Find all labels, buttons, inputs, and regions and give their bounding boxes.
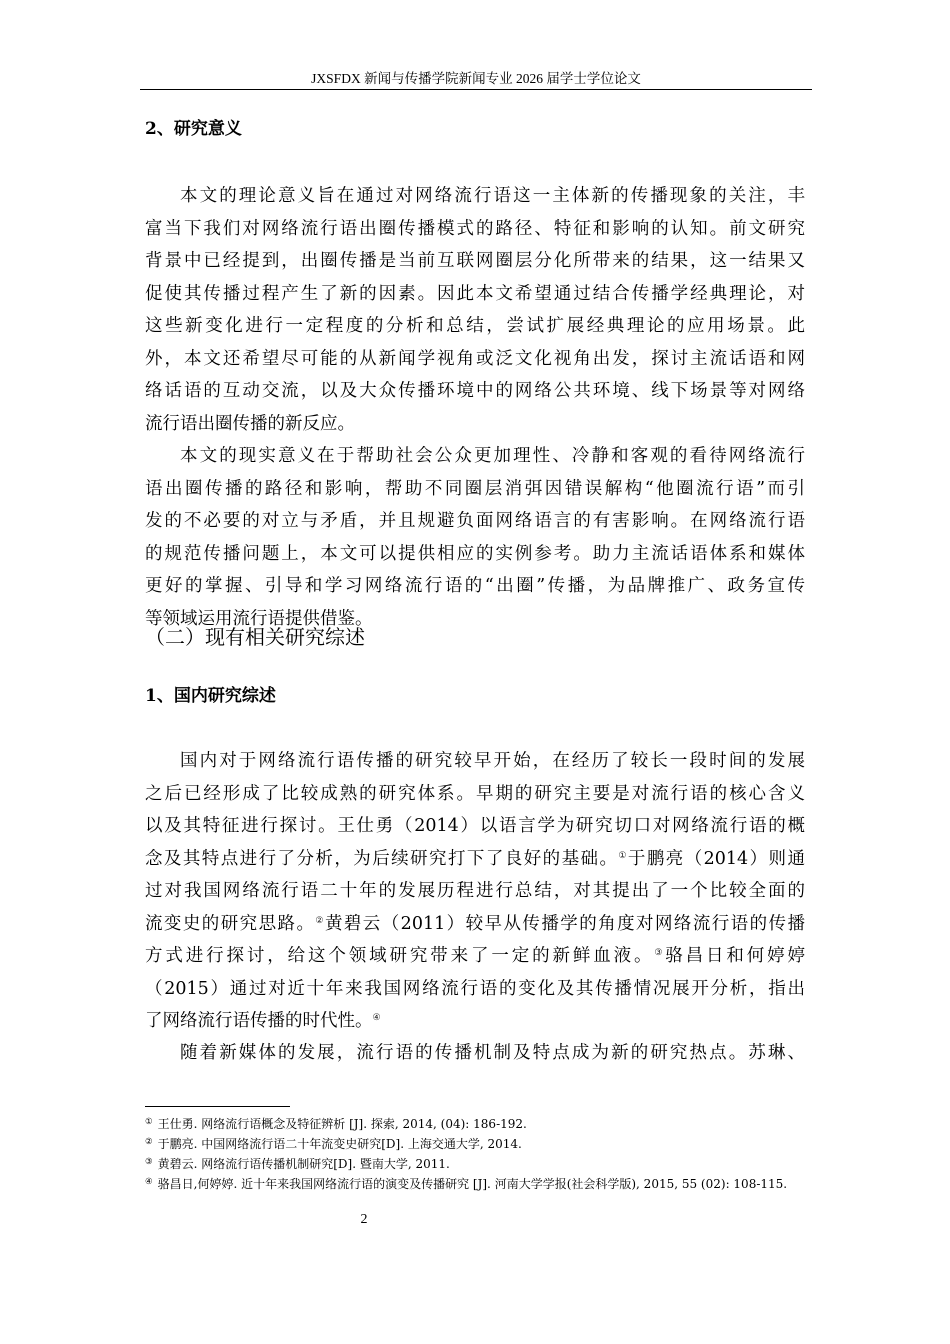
line-text: 流变史的研究思路。 [145, 913, 316, 934]
paragraph-theoretical-significance [145, 180, 805, 440]
line-text: 骆昌日和何婷婷 [665, 946, 806, 966]
paragraph-line: 随着新媒体的发展，流行语的传播机制及特点成为新的研究热点。苏琳、 [180, 1043, 805, 1063]
section-heading-significance: 2、研究意义 [145, 119, 242, 139]
paragraph-line: 外，本文还希望尽可能的从新闻学视角或泛文化视角出发，探讨主流话语和网 [145, 348, 805, 369]
line-text: （2015）通过对近十年来我国网络流行语的变化及其传播情况展开分析，指出 [145, 978, 805, 999]
line-text: 国内对于网络流行语传播的研究较早开始，在经历了较长一段时间的发展 [180, 751, 805, 771]
line-text: 黄碧云（2011）较早从传播学的角度对网络流行语的传播 [324, 913, 805, 934]
section-heading-review: （二）现有相关研究综述 [145, 625, 365, 649]
paragraph-line: 这些新变化进行一定程度的分析和总结，尝试扩展经典理论的应用场景。此 [145, 316, 805, 336]
paragraph-line: 更好的掌握、引导和学习网络流行语的“出圈”传播，为品牌推广、政务宣传 [145, 576, 805, 596]
footnote-mark: ④ [145, 1177, 153, 1187]
footnote-mark: ② [145, 1137, 153, 1147]
line-text: 于鹏亮（2014）则通 [627, 848, 805, 869]
paragraph-practical-significance [145, 440, 805, 635]
line-text: 方式进行探讨，给这个领域研究带来了一定的新鲜血液。 [145, 946, 655, 966]
footnote-mark: ① [145, 1117, 153, 1127]
footnote-text: 黄碧云. 网络流行语传播机制研究[D]. 暨南大学, 2011. [157, 1157, 450, 1171]
footnote-reference[interactable]: ③ [654, 948, 666, 958]
paragraph-line [145, 1005, 805, 1038]
line-text: 之后已经形成了比较成熟的研究体系。早期的研究主要是对流行语的核心含义 [145, 783, 805, 804]
paragraph-line: 本文的现实意义在于帮助社会公众更加理性、冷静和客观的看待网络流行 [180, 446, 805, 466]
paragraph-line [145, 908, 805, 941]
paragraph-line: 富当下我们对网络流行语出圈传播模式的路径、特征和影响的认知。前文研究 [145, 218, 805, 239]
running-header: JXSFDX 新闻与传播学院新闻专业 2026 届学士学位论文 [311, 71, 641, 86]
footnote-item [145, 1113, 810, 1133]
footnote-item [145, 1153, 810, 1173]
line-text: 过对我国网络流行语二十年的发展历程进行总结，对其提出了一个比较全面的 [145, 881, 805, 901]
subsection-heading-domestic: 1、国内研究综述 [145, 686, 276, 706]
footnote-reference[interactable]: ④ [372, 1013, 381, 1023]
paragraph-line: 促使其传播过程产生了新的因素。因此本文希望通过结合传播学经典理论，对 [145, 283, 805, 304]
paragraph-line: 发的不必要的对立与矛盾，并且规避负面网络语言的有害影响。在网络流行语 [145, 511, 805, 531]
line-text: 以及其特征进行探讨。王仕勇（2014）以语言学为研究切口对网络流行语的概 [145, 816, 805, 836]
paragraph-line [145, 778, 805, 811]
footnote-item [145, 1133, 810, 1153]
header-rule [140, 89, 812, 90]
paragraph-line [145, 875, 805, 908]
footnote-text: 王仕勇. 网络流行语概念及特征辨析 [J]. 探索, 2014, (04): 186-192. [157, 1117, 527, 1131]
paragraph-line [145, 843, 805, 876]
paragraph-line: 流行语出圈传播的新反应。 [145, 413, 355, 434]
paragraph-domestic-review [145, 745, 805, 1038]
footnotes [145, 1113, 810, 1193]
footnote-reference[interactable]: ① [618, 850, 628, 861]
paragraph-line: 本文的理论意义旨在通过对网络流行语这一主体新的传播现象的关注，丰 [180, 186, 805, 206]
paragraph-line: 等领域运用流行语提供借鉴。 [145, 608, 373, 629]
line-text: 念及其特点进行了分析，为后续研究打下了良好的基础。 [145, 848, 619, 869]
paragraph-line [145, 810, 805, 843]
paragraph-line: 背景中已经提到，出圈传播是当前互联网圈层分化所带来的结果，这一结果又 [145, 251, 805, 271]
paragraph-line [145, 973, 805, 1006]
footnote-reference[interactable]: ② [315, 915, 325, 926]
paragraph-new-media [145, 1037, 805, 1070]
page-number: 2 [360, 1212, 368, 1227]
paragraph-line: 的规范传播问题上，本文可以提供相应的实例参考。助力主流话语体系和媒体 [145, 543, 805, 564]
footnote-text: 于鹏亮. 中国网络流行语二十年流变史研究[D]. 上海交通大学, 2014. [157, 1137, 522, 1151]
footnote-mark: ③ [145, 1157, 153, 1167]
footnote-item [145, 1173, 810, 1193]
footnote-separator [145, 1106, 290, 1107]
paragraph-line: 络话语的互动交流，以及大众传播环境中的网络公共环境、线下场景等对网络 [145, 381, 805, 401]
paragraph-line [145, 940, 805, 973]
line-text: 了网络流行语传播的时代性。 [145, 1011, 373, 1031]
paragraph-line [145, 745, 805, 778]
footnote-text: 骆昌日,何婷婷. 近十年来我国网络流行语的演变及传播研究 [J]. 河南大学学报(社会科学版), 2015, 55 (02): 108-115. [157, 1177, 788, 1191]
paragraph-line: 语出圈传播的路径和影响，帮助不同圈层消弭因错误解构“他圈流行语”而引 [145, 478, 805, 499]
